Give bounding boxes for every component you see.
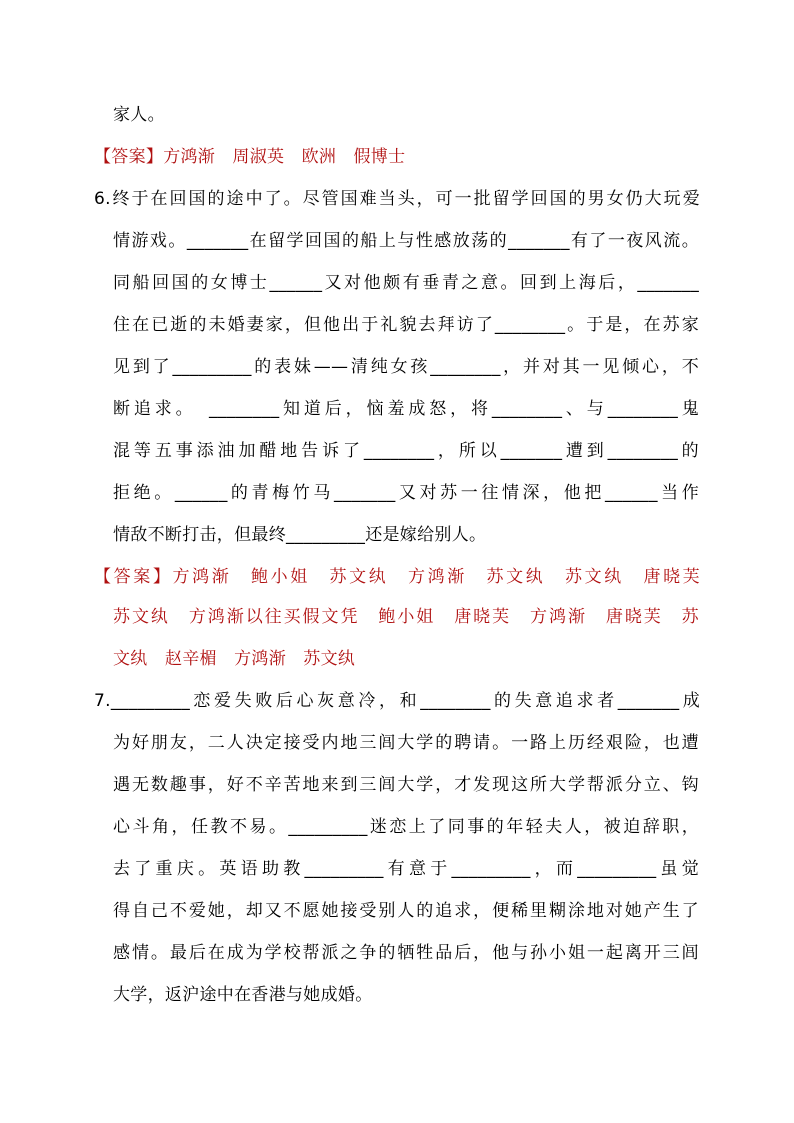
q7-line: 感情。最后在成为学校帮派之争的牺牲品后，他与孙小姐一起离开三闾 [113, 943, 699, 963]
q6-line: 见到了_________的表妹——清纯女孩________，并对其一见倾心，不 [113, 357, 699, 377]
q6-line: 情游戏。_______在留学回国的船上与性感放荡的_______有了一夜风流。 [113, 231, 699, 251]
q6-answer-line: 文纨 赵辛楣 方鸿渐 苏文纨 [113, 649, 356, 669]
q7-line: 心斗角，任教不易。_________迷恋上了同事的年轻夫人，被迫辞职， [113, 817, 699, 837]
q7-line: 遇无数趣事，好不辛苦地来到三闾大学，才发现这所大学帮派分立、钩 [113, 775, 699, 795]
q6-line: 拒绝。______的青梅竹马_______又对苏一往情深，他把______当作 [113, 483, 699, 503]
q6-line: 断追求。 ________知道后，恼羞成怒，将________、与________鬼 [113, 399, 699, 419]
q6-line: 混等五事添油加醋地告诉了________，所以_______遭到________的 [113, 441, 699, 461]
q6-line: 同船回国的女博士______又对他颇有垂青之意。回到上海后，_______ [113, 273, 699, 293]
q6-line: 6.终于在回国的途中了。尽管国难当头，可一批留学回国的男女仍大玩爱 [94, 189, 700, 209]
q6-answer-line: 【答案】方鸿渐 鲍小姐 苏文纨 方鸿渐 苏文纨 苏文纨 唐晓芙 [94, 567, 700, 587]
q6-answer-line: 苏文纨 方鸿渐以往买假文凭 鲍小姐 唐晓芙 方鸿渐 唐晓芙 苏 [113, 607, 699, 627]
q7-line: 为好朋友，二人决定接受内地三闾大学的聘请。一路上历经艰险，也遭 [113, 733, 699, 753]
q5-tail-text: 家人。 [113, 105, 165, 125]
q7-line: 7._________恋爱失败后心灰意冷，和________的失意追求者_______成 [94, 691, 700, 711]
q6-line: 住在已逝的未婚妻家，但他出于礼貌去拜访了________。于是，在苏家 [113, 315, 699, 335]
q6-line: 情敌不断打击，但最终_________还是嫁给别人。 [113, 525, 487, 545]
q7-line: 得自己不爱她，却又不愿她接受别人的追求，便稀里糊涂地对她产生了 [113, 901, 699, 921]
q5-answer: 【答案】方鸿渐 周淑英 欧洲 假博士 [94, 147, 406, 167]
q7-line: 去了重庆。英语助教_________有意于_________，而_________虽觉 [113, 859, 699, 879]
q7-line: 大学，返沪途中在香港与她成婚。 [113, 985, 373, 1005]
